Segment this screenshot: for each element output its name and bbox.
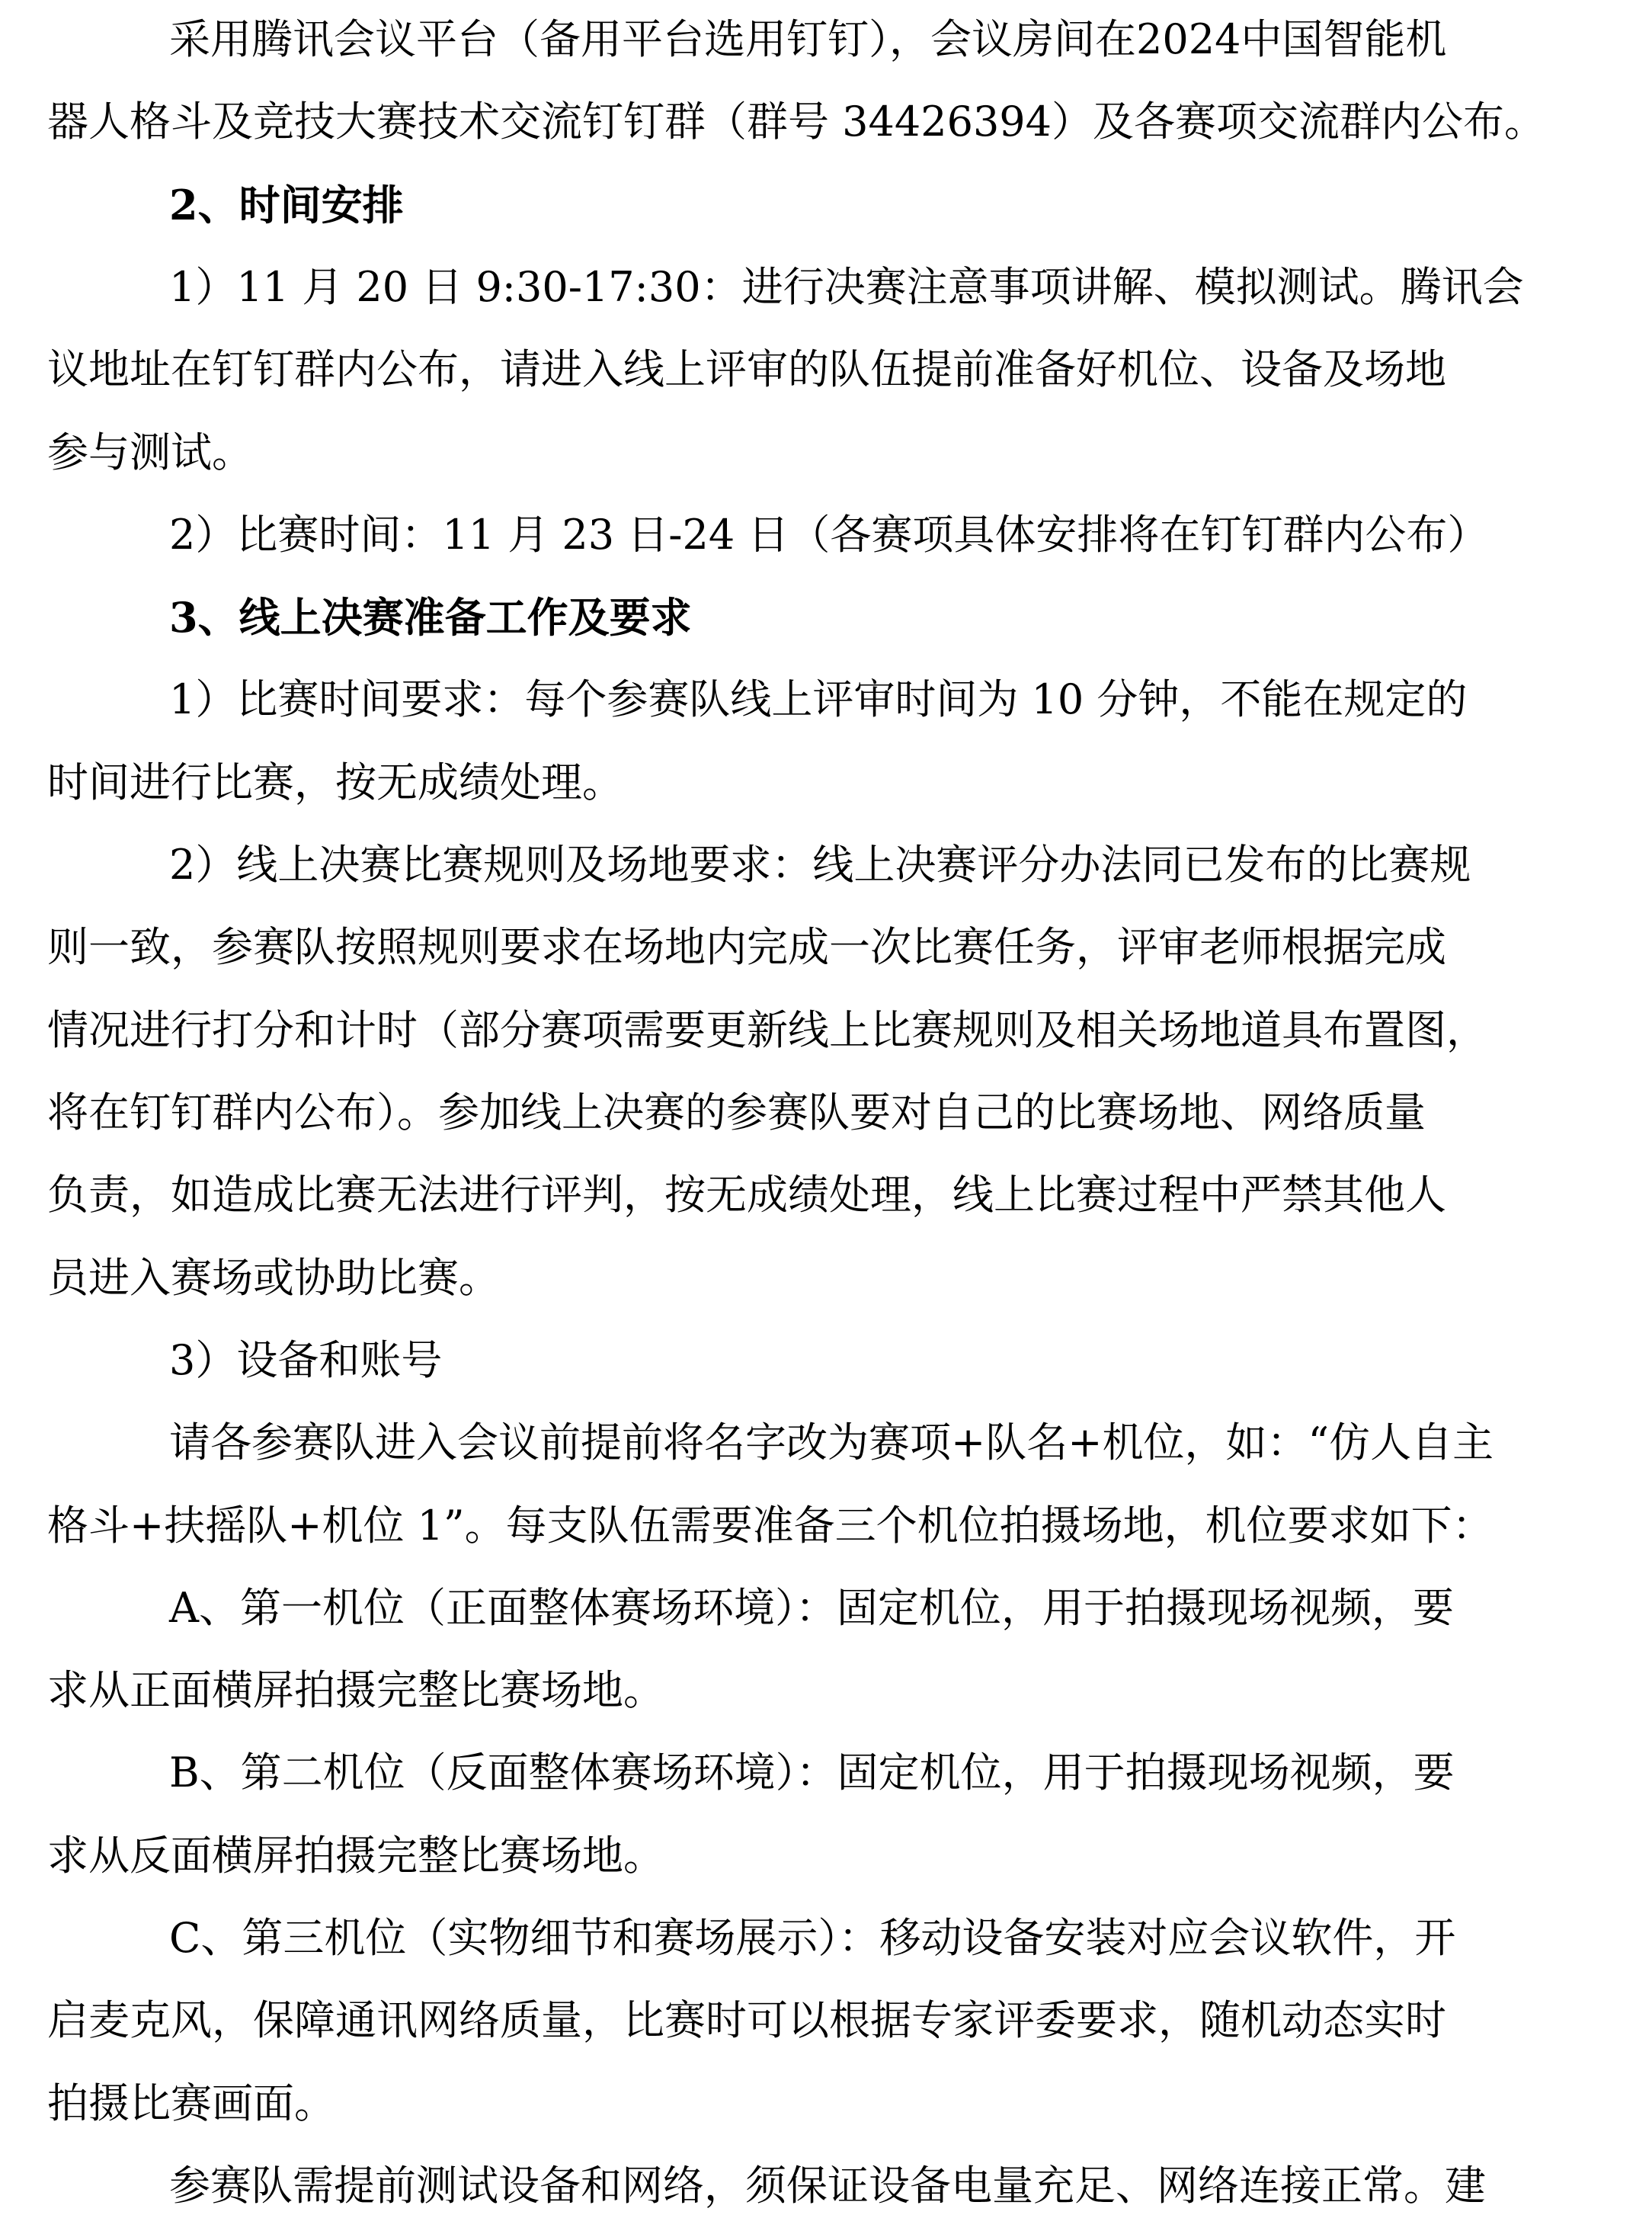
- paragraph-line: B、第二机位（反面整体赛场环境）：固定机位，用于拍摄现场视频，要: [169, 1748, 1455, 1797]
- paragraph-line: 则一致，参赛队按照规则要求在场地内完成一次比赛任务，评审老师根据完成: [47, 923, 1446, 971]
- paragraph-line: C、第三机位（实物细节和赛场展示）：移动设备安装对应会议软件，开: [169, 1914, 1456, 1962]
- paragraph-line: 器人格斗及竞技大赛技术交流钉钉群（群号 34426394）及各赛项交流群内公布。: [47, 98, 1546, 146]
- paragraph-line: 求从反面横屏拍摄完整比赛场地。: [47, 1832, 664, 1880]
- paragraph-line: 时间进行比赛，按无成绩处理。: [47, 758, 623, 806]
- paragraph-line: A、第一机位（正面整体赛场环境）：固定机位，用于拍摄现场视频，要: [169, 1584, 1454, 1632]
- paragraph-line: 拍摄比赛画面。: [47, 2079, 335, 2127]
- paragraph-line: 1）比赛时间要求：每个参赛队线上评审时间为 10 分钟，不能在规定的: [169, 675, 1468, 723]
- paragraph-line: 求从正面横屏拍摄完整比赛场地。: [47, 1666, 664, 1714]
- paragraph-line: 3）设备和账号: [169, 1336, 443, 1384]
- paragraph-line: 参赛队需提前测试设备和网络，须保证设备电量充足、网络连接正常。建: [169, 2162, 1486, 2210]
- paragraph-line: 请各参赛队进入会议前提前将名字改为赛项+队名+机位，如：“仿人自主: [169, 1418, 1494, 1466]
- section-heading: 3、线上决赛准备工作及要求: [169, 593, 692, 642]
- paragraph-line: 格斗+扶摇队+机位 1”。每支队伍需要准备三个机位拍摄场地，机位要求如下：: [47, 1502, 1494, 1550]
- paragraph-line: 负责，如造成比赛无法进行评判，按无成绩处理，线上比赛过程中严禁其他人: [47, 1171, 1446, 1219]
- paragraph-line: 参与测试。: [47, 428, 253, 476]
- paragraph-line: 情况进行打分和计时（部分赛项需要更新线上比赛规则及相关场地道具布置图，: [47, 1006, 1487, 1054]
- paragraph-line: 2）线上决赛比赛规则及场地要求：线上决赛评分办法同已发布的比赛规: [169, 841, 1471, 889]
- paragraph-line: 议地址在钉钉群内公布，请进入线上评审的队伍提前准备好机位、设备及场地: [47, 345, 1446, 393]
- paragraph-line: 员进入赛场或协助比赛。: [47, 1254, 500, 1302]
- paragraph-line: 将在钉钉群内公布）。参加线上决赛的参赛队要对自己的比赛场地、网络质量: [47, 1088, 1426, 1136]
- paragraph-line: 采用腾讯会议平台（备用平台选用钉钉），会议房间在2024中国智能机: [169, 15, 1447, 63]
- paragraph-line: 2）比赛时间：11 月 23 日-24 日（各赛项具体安排将在钉钉群内公布）: [169, 511, 1489, 559]
- paragraph-line: 启麦克风，保障通讯网络质量，比赛时可以根据专家评委要求，随机动态实时: [47, 1996, 1446, 2044]
- section-heading: 2、时间安排: [169, 181, 404, 229]
- paragraph-line: 1）11 月 20 日 9:30-17:30：进行决赛注意事项讲解、模拟测试。腾讯会: [169, 263, 1524, 311]
